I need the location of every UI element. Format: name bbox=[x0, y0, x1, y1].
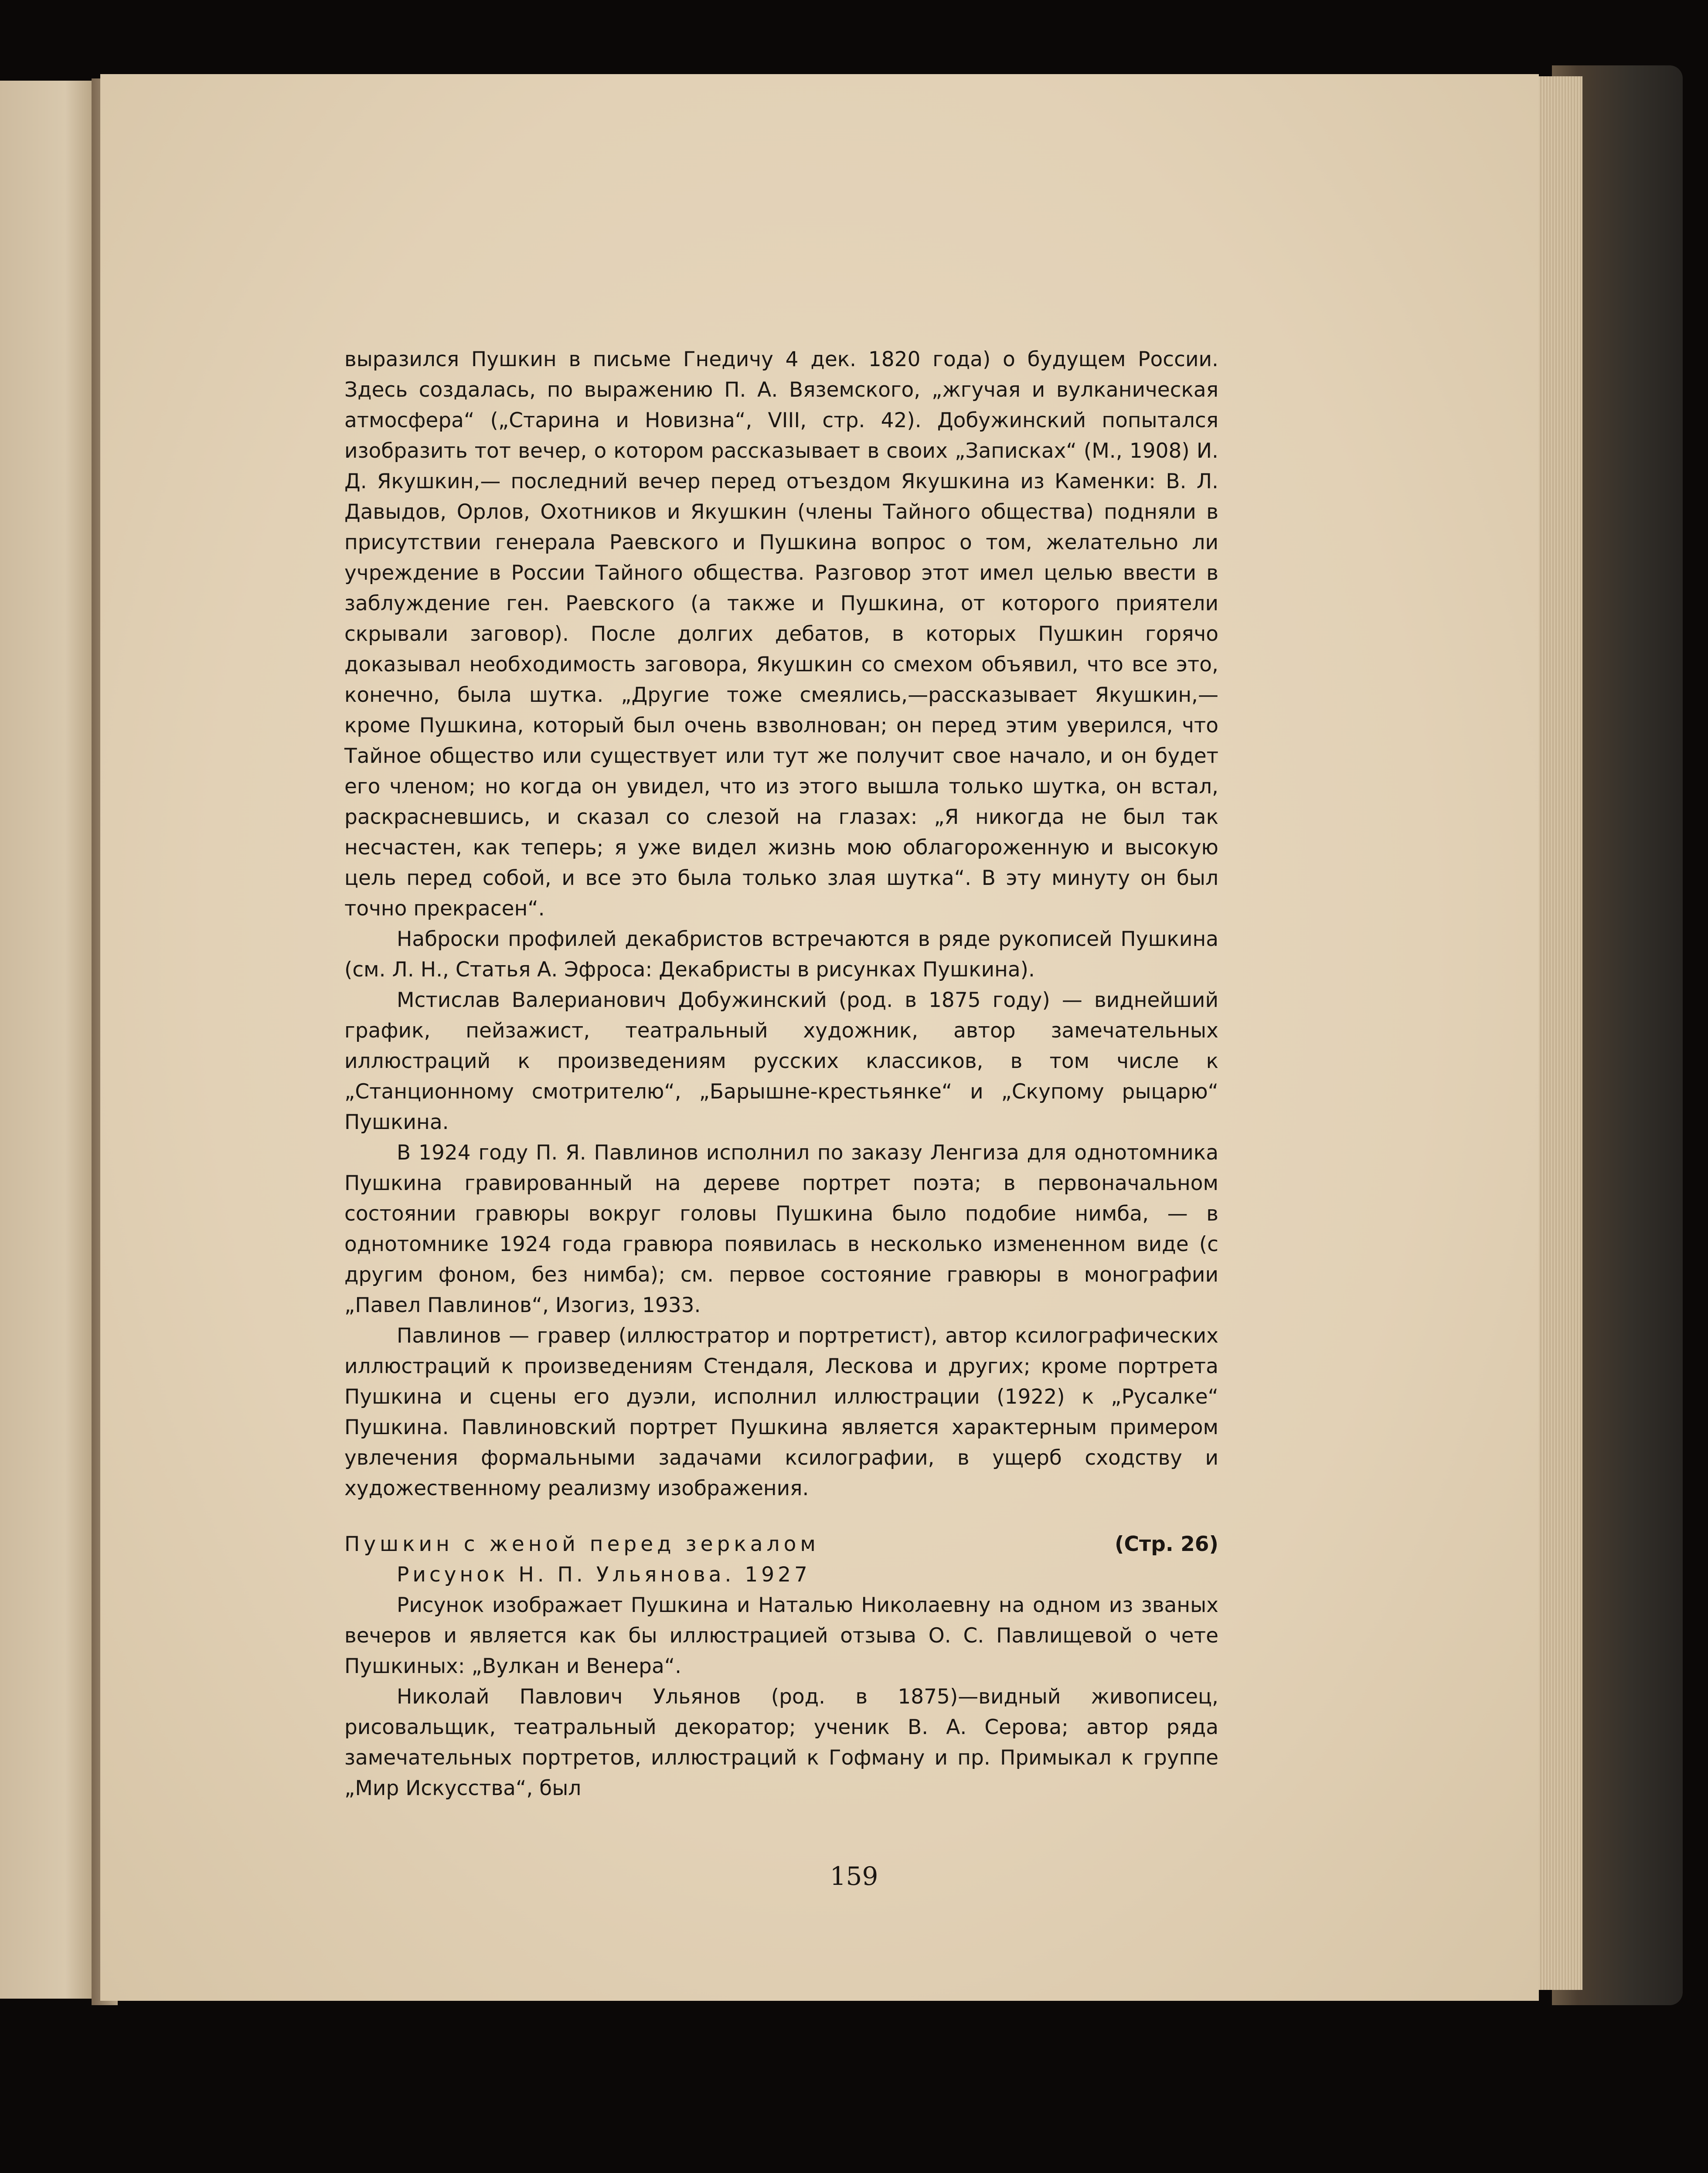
section-paragraph-1: Рисунок изображает Пушкина и Наталью Николаевну на одном из званых вечеров и является как бы иллюстрацией отзыва О. С. Павлищевой о чете Пушкиных: „Вулкан и Венера“. bbox=[344, 1593, 1218, 1678]
paragraph-1: выразился Пушкин в письме Гнедичу 4 дек. 1820 года) о будущем России. Здесь создалась, по выражению П. А. Вяземского, „жгучая и вулканическая атмосфера“ („Старина и Новизна“, VIII, стр. 42). Добужинский попытался изобразить тот вечер, о котором рассказывает в своих „Записках“ (М., 1908) И. Д. Якушкин,— последний вечер перед отъездом Якушкина из Каменки: В. Л. Давыдов, Орлов, Охотников и Якушкин (члены Тайного общества) подняли в присутствии генерала Раевского и Пушкина вопрос о том, желательно ли учреждение в России Тайного общества. Разговор этот имел целью ввести в заблуждение ген. Раевского (а также и Пушкина, от которого приятели скрывали заговор). После долгих дебатов, в которых Пушкин горячо доказывал необходимость заговора, Якушкин со смехом объявил, что все это, конечно, была шутка. „Другие тоже смеялись,—рассказывает Якушкин,—кроме Пушкина, который был очень взволнован; он перед этим уверился, что Тайное общество или существует или тут же получит свое начало, и он будет его членом; но когда он увидел, что из этого вышла только шутка, он встал, раскрасневшись, и сказал со слезой на глазах: „Я никогда не был так несчастен, как теперь; я уже видел жизнь мою облагороженную и высокую цель перед собой, и все это была только злая шутка“. В эту минуту он был точно прекрасен“. bbox=[344, 347, 1218, 921]
section-paragraph-2: Николай Павлович Ульянов (род. в 1875)—видный живописец, рисовальщик, театральный декоратор; ученик В. А. Серова; автор ряда замечательных портретов, иллюстраций к Гофману и пр. Примыкал к группе „Мир Искусства“, был bbox=[344, 1685, 1218, 1800]
paragraph-3: Мстислав Валерианович Добужинский (род. в 1875 году) — виднейший график, пейзажист, театральный художник, автор замечательных иллюстраций к произведениям русских классиков, в том числе к „Станционному смотрителю“, „Барышне-крестьянке“ и „Скупому рыцарю“ Пушкина. bbox=[344, 988, 1218, 1134]
section-heading bbox=[344, 1529, 1218, 1560]
section-title: Пушкин с женой перед зеркалом bbox=[344, 1532, 820, 1556]
paragraph-2: Наброски профилей декабристов встречаются в ряде рукописей Пушкина (см. Л. Н., Статья А. Эфроса: Декабристы в рисунках Пушкина). bbox=[344, 927, 1218, 982]
paragraph-4: В 1924 году П. Я. Павлинов исполнил по заказу Ленгиза для однотомника Пушкина гравированный на дереве портрет поэта; в первоначальном состоянии гравюры вокруг головы Пушкина было подобие нимба, — в однотомнике 1924 года гравюра появилась в несколько измененном виде (с другим фоном, без нимба); см. первое состояние гравюры в монографии „Павел Павлинов“, Изогиз, 1933. bbox=[344, 1141, 1218, 1317]
section-page-ref: (Стр. 26) bbox=[1115, 1532, 1218, 1556]
section-subtitle: Рисунок Н. П. Ульянова. 1927 bbox=[397, 1563, 811, 1587]
page-text bbox=[344, 344, 1218, 1804]
paragraph-5: Павлинов — гравер (иллюстратор и портретист), автор ксилографических иллюстраций к произведениям Стендаля, Лескова и других; кроме портрета Пушкина и сцены его дуэли, исполнил иллюстрации (1922) к „Русалке“ Пушкина. Павлиновский портрет Пушкина является характерным примером увлечения формальными задачами ксилографии, в ущерб сходству и художественному реализму изображения. bbox=[344, 1324, 1218, 1500]
page-number: 159 bbox=[830, 1861, 878, 1891]
